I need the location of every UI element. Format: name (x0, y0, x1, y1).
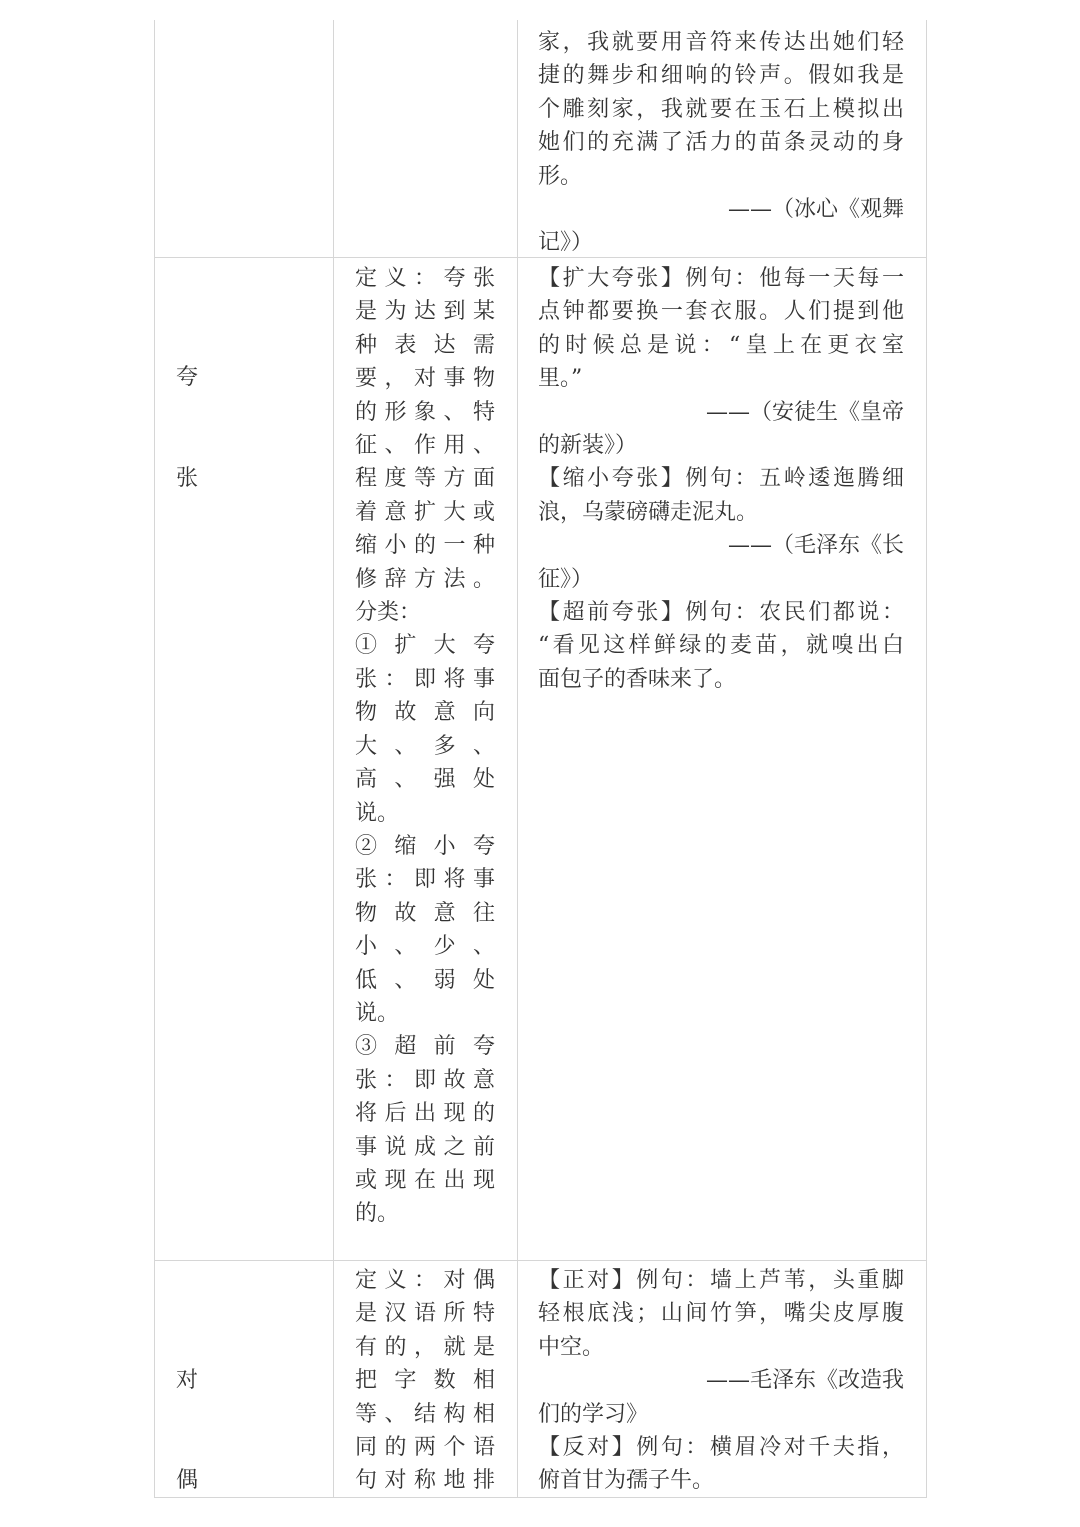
definition-line: 说。 (355, 800, 400, 826)
definition-line: 分类： (355, 600, 422, 626)
example-line: 轻根底浅；山间竹笋，嘴尖皮厚腹 (538, 1301, 904, 1327)
definition-line: 程度等方面 (355, 466, 495, 492)
example-line: 记》） (538, 230, 594, 256)
definition-line: 大、多、 (355, 733, 495, 759)
example-line: 的新装》） (538, 433, 638, 459)
definition-line: 征、作用、 (355, 433, 495, 459)
definition-line: 同的两个语 (355, 1435, 495, 1461)
example-source: ——（安徒生《皇帝 (705, 399, 904, 425)
definition-line: 是汉语所特 (355, 1301, 495, 1327)
row-separator-2 (154, 1260, 927, 1261)
definition-line: 低、弱处 (355, 967, 495, 993)
example-line: 征》） (538, 566, 594, 592)
example-line: 形。 (538, 163, 583, 189)
definition-line: 缩小的一种 (355, 533, 495, 559)
example-line: 们的学习》 (538, 1401, 649, 1427)
definition-line: 有的，就是 (355, 1334, 495, 1360)
examples-cell (538, 1264, 904, 1498)
rhetoric-name-char: 偶 (176, 1468, 199, 1493)
example-line: 俯首甘为孺子牛。 (538, 1468, 715, 1494)
examples-cell (538, 262, 904, 696)
table-divider-1 (333, 20, 334, 1498)
example-source: ——（毛泽东《长 (727, 533, 904, 559)
example-line: “看见这样鲜绿的麦苗，就嗅出白 (538, 633, 904, 659)
definition-line: ②缩小夸 (355, 833, 495, 859)
rhetoric-name-char: 张 (176, 466, 199, 491)
definition-line: 张：即将事 (355, 867, 495, 893)
definition-line: 把字数相 (355, 1368, 495, 1394)
rhetoric-table (154, 20, 927, 1498)
definition-line: 修辞方法。 (355, 566, 495, 592)
definition-line: 定义：夸张 (355, 266, 495, 291)
example-line: 家，我就要用音符来传达出她们轻 (538, 30, 904, 55)
example-line: 里。” (538, 366, 583, 392)
definition-line: 或现在出现 (355, 1167, 495, 1193)
example-line: 【超前夸张】例句：农民们都说： (538, 600, 904, 626)
example-source: ——毛泽东《改造我 (705, 1368, 904, 1394)
table-divider-2 (517, 20, 518, 1498)
definition-line: 要，对事物 (355, 366, 495, 392)
example-line: 【正对】例句：墙上芦苇，头重脚 (538, 1268, 904, 1293)
definition-line: 种表达需 (355, 332, 495, 358)
rhetoric-name-char: 对 (176, 1368, 199, 1393)
definition-line: 张：即将事 (355, 666, 495, 692)
definition-line: 将后出现的 (355, 1101, 495, 1127)
definition-cell (355, 262, 495, 1231)
example-line: 捷的舞步和细响的铃声。假如我是 (538, 63, 904, 89)
example-line: 个雕刻家，我就要在玉石上模拟出 (538, 96, 904, 122)
examples-cell (538, 26, 904, 260)
definition-line: 说。 (355, 1000, 400, 1026)
definition-line: 高、强处 (355, 767, 495, 793)
definition-line: 是为达到某 (355, 299, 495, 325)
table-border-left (154, 20, 155, 1498)
definition-line: 的形象、特 (355, 399, 495, 425)
example-line: 点钟都要换一套衣服。人们提到他 (538, 299, 904, 325)
example-line: 浪，乌蒙磅礴走泥丸。 (538, 499, 759, 525)
definition-line: ①扩大夸 (355, 633, 495, 659)
definition-line: ③超前夸 (355, 1034, 495, 1060)
definition-line: 小、少、 (355, 934, 495, 960)
definition-line: 张：即故意 (355, 1067, 495, 1093)
example-line: 中空。 (538, 1334, 605, 1360)
example-line: 【缩小夸张】例句：五岭逶迤腾细 (538, 466, 904, 492)
definition-cell (355, 1264, 495, 1498)
definition-line: 着意扩大或 (355, 499, 495, 525)
definition-line: 物故意往 (355, 900, 495, 926)
definition-line: 等、结构相 (355, 1401, 495, 1427)
example-line: 面包子的香味来了。 (538, 666, 737, 692)
definition-line: 句对称地排 (355, 1468, 495, 1494)
rhetoric-name-char: 夸 (176, 365, 199, 390)
example-line: 【扩大夸张】例句：他每一天每一 (538, 266, 904, 291)
definition-line: 的。 (355, 1201, 400, 1227)
definition-line: 定义：对偶 (355, 1268, 495, 1293)
example-line: 【反对】例句：横眉冷对千夫指， (538, 1435, 904, 1461)
example-line: 的时候总是说：“皇上在更衣室 (538, 332, 904, 358)
definition-line: 物故意向 (355, 700, 495, 726)
table-border-right (926, 20, 927, 1498)
example-source: ——（冰心《观舞 (727, 197, 904, 223)
example-line: 她们的充满了活力的苗条灵动的身 (538, 130, 904, 156)
definition-line: 事说成之前 (355, 1134, 495, 1160)
